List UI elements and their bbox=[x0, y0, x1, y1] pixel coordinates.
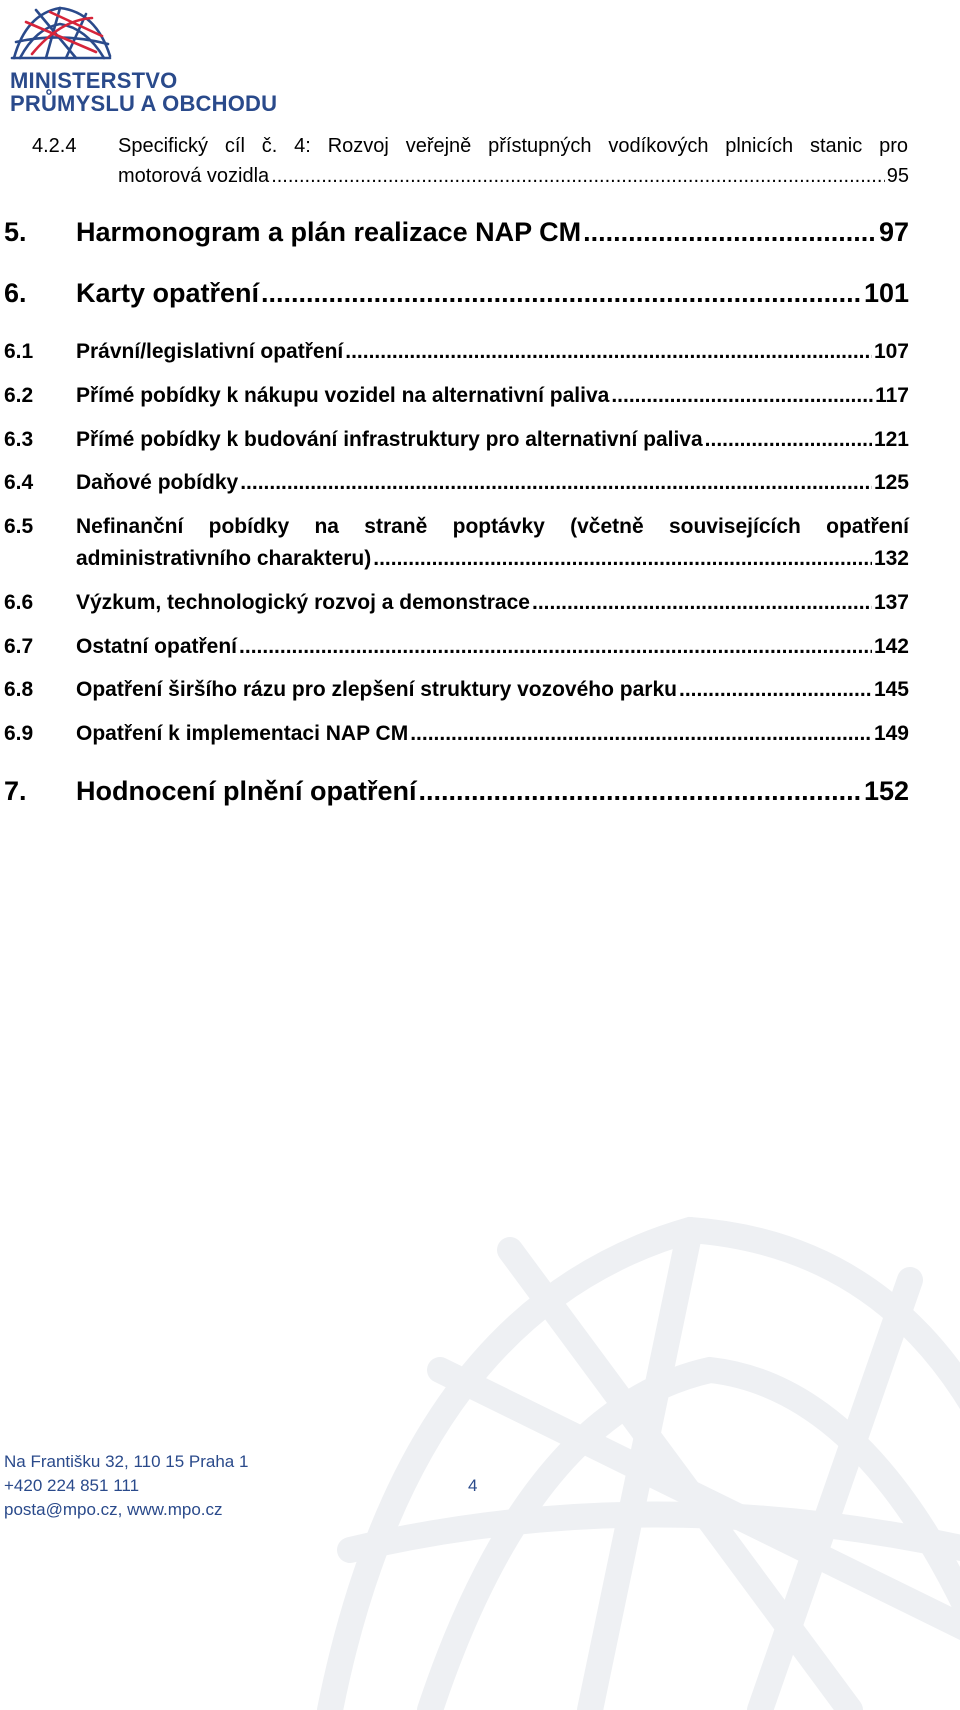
toc-number: 6.7 bbox=[4, 635, 34, 658]
page-number: 4 bbox=[468, 1476, 478, 1495]
toc-page-number: 142 bbox=[873, 635, 909, 658]
toc-leader-dots bbox=[705, 428, 872, 452]
toc-title: Nefinanční pobídky na straně poptávky (včetně souvisejících opatření bbox=[76, 515, 909, 538]
toc-number: 6.8 bbox=[4, 678, 34, 701]
footer-address: Na Františku 32, 110 15 Praha 1 bbox=[4, 1452, 249, 1471]
toc-number: 6.9 bbox=[4, 722, 34, 745]
toc-page-number: 125 bbox=[873, 471, 909, 494]
toc-leader-dots bbox=[679, 678, 872, 702]
toc-page-number: 97 bbox=[878, 217, 909, 247]
globe-logo-icon bbox=[6, 2, 114, 66]
toc-number: 6. bbox=[4, 278, 27, 308]
toc-title-continued: administrativního charakteru) bbox=[76, 547, 372, 570]
toc-leader-dots bbox=[419, 776, 862, 807]
footer-phone: +420 224 851 111 bbox=[4, 1476, 140, 1495]
toc-leader-dots bbox=[373, 547, 872, 571]
toc-leader-dots bbox=[271, 165, 885, 188]
toc-title-continued: motorová vozidla bbox=[118, 165, 270, 187]
toc-number: 6.2 bbox=[4, 384, 34, 407]
toc-number: 5. bbox=[4, 217, 27, 247]
toc-leader-dots bbox=[583, 217, 877, 248]
toc-title: Výzkum, technologický rozvoj a demonstrace bbox=[76, 591, 530, 614]
toc-page-number: 95 bbox=[886, 165, 909, 187]
toc-title: Opatření k implementaci NAP CM bbox=[76, 722, 409, 745]
toc-title: Přímé pobídky k nákupu vozidel na alternativní paliva bbox=[76, 384, 610, 407]
toc-page-number: 152 bbox=[863, 776, 909, 806]
toc-page-number: 117 bbox=[875, 384, 909, 407]
toc-number: 6.1 bbox=[4, 340, 34, 363]
ministry-logo bbox=[4, 2, 278, 116]
toc-page-number: 145 bbox=[873, 678, 909, 701]
logo-text-line2: PRŮMYSLU A OBCHODU bbox=[10, 91, 278, 116]
toc-page-number: 137 bbox=[873, 591, 909, 614]
toc-title: Opatření širšího rázu pro zlepšení struktury vozového parku bbox=[76, 678, 677, 701]
toc-title: Harmonogram a plán realizace NAP CM bbox=[76, 217, 582, 247]
toc-leader-dots bbox=[532, 591, 872, 615]
logo-text-line1: MINISTERSTVO bbox=[10, 68, 178, 93]
toc-number: 6.6 bbox=[4, 591, 34, 614]
toc-title: Ostatní opatření bbox=[76, 635, 238, 658]
toc-number: 4.2.4 bbox=[32, 135, 77, 157]
toc-title: Právní/legislativní opatření bbox=[76, 340, 344, 363]
toc-page-number: 121 bbox=[873, 428, 909, 451]
toc-leader-dots bbox=[345, 340, 872, 364]
toc-number: 6.3 bbox=[4, 428, 34, 451]
toc-title: Specifický cíl č. 4: Rozvoj veřejně přístupných vodíkových plnicích stanic pro bbox=[118, 135, 908, 157]
toc-leader-dots bbox=[410, 722, 872, 746]
toc-title: Karty opatření bbox=[76, 278, 260, 308]
toc-page-number: 149 bbox=[873, 722, 909, 745]
toc-title: Přímé pobídky k budování infrastruktury pro alternativní paliva bbox=[76, 428, 703, 451]
footer-web[interactable]: posta@mpo.cz, www.mpo.cz bbox=[4, 1500, 223, 1519]
toc-page-number: 107 bbox=[873, 340, 909, 363]
toc-leader-dots bbox=[611, 384, 873, 408]
globe-watermark-icon bbox=[290, 1190, 960, 1710]
toc-title: Hodnocení plnění opatření bbox=[76, 776, 417, 806]
toc-leader-dots bbox=[261, 278, 862, 309]
toc-leader-dots bbox=[239, 635, 872, 659]
toc-number: 6.5 bbox=[4, 515, 34, 538]
toc-number: 7. bbox=[4, 776, 27, 806]
toc-page-number: 132 bbox=[873, 547, 909, 570]
toc-title: Daňové pobídky bbox=[76, 471, 239, 494]
toc-number: 6.4 bbox=[4, 471, 34, 494]
toc-leader-dots bbox=[240, 471, 872, 495]
toc-page-number: 101 bbox=[863, 278, 909, 308]
